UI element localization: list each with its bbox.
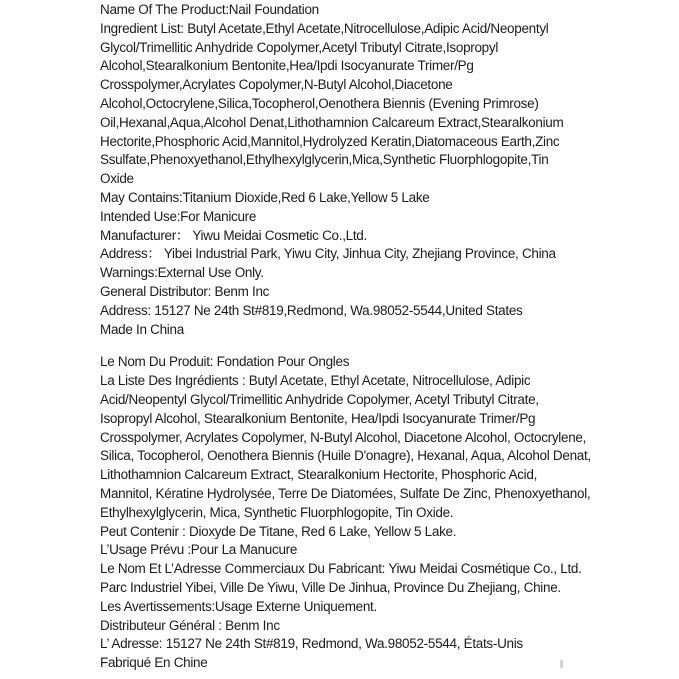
image-artifact-speck xyxy=(560,660,563,668)
manufacturer-address-line-fr: Parc Industriel Yibei, Ville De Yiwu, Ville De Jinhua, Province Du Zhejiang, Chine. xyxy=(100,579,561,595)
ingredient-list-line-fr: Acid/Neopentyl Glycol/Trimellitic Anhydride Copolymer, Acetyl Tributyl Citrate, xyxy=(100,391,539,407)
made-in-line: Made In China xyxy=(100,321,184,337)
product-name-line: Name Of The Product:Nail Foundation xyxy=(100,2,319,17)
made-in-line-fr: Fabriqué En Chine xyxy=(100,655,208,671)
french-label-section xyxy=(100,353,679,673)
ingredient-list-line-fr: Ethylhexylglycerin, Mica, Synthetic Fluorphlogopite, Tin Oxide. xyxy=(100,504,454,520)
ingredient-list-line: Oxide xyxy=(100,171,134,187)
ingredient-list-line: Crosspolymer,Acrylates Copolymer,N-Butyl Alcohol,Diacetone xyxy=(100,77,453,93)
distributor-line-fr: Distributeur Général : Benm Inc xyxy=(100,617,280,633)
manufacturer-line-fr: Le Nom Et L’Adresse Commerciaux Du Fabricant: Yiwu Meidai Cosmétique Co., Ltd. xyxy=(100,561,582,577)
may-contain-line-fr: Peut Contenir : Dioxyde De Titane, Red 6 Lake, Yellow 5 Lake. xyxy=(100,523,457,539)
ingredient-list-line-fr: Isopropyl Alcohol, Stearalkonium Bentonite, Hea/Ipdi Isocyanurate Trimer/Pg xyxy=(100,410,536,426)
manufacturer-address-line: Address： Yibei Industrial Park, Yiwu City, Jinhua City, Zhejiang Province, China xyxy=(100,246,556,262)
distributor-address-line: Address: 15127 Ne 24th St#819,Redmond, Wa.98052-5544,United States xyxy=(100,302,523,318)
ingredient-list-line-fr: Silica, Tocopherol, Oenothera Biennis (Huile D'onagre), Hexanal, Aqua, Alcohol Denat, xyxy=(100,448,591,464)
warnings-line-fr: Les Avertissements:Usage Externe Uniquement. xyxy=(100,598,377,614)
ingredient-list-line-fr: Crosspolymer, Acrylates Copolymer, N-Butyl Alcohol, Diacetone Alcohol, Octocrylene, xyxy=(100,429,587,445)
ingredient-list-line-fr: La Liste Des Ingrédients : Butyl Acetate, Ethyl Acetate, Nitrocellulose, Adipic xyxy=(100,373,531,389)
product-name-line-fr: Le Nom Du Produit: Fondation Pour Ongles xyxy=(100,354,350,370)
may-contains-line: May Contains:Titanium Dioxide,Red 6 Lake,Yellow 5 Lake xyxy=(100,189,430,205)
ingredient-list-line-fr: Mannitol, Kératine Hydrolysée, Terre De Diatomées, Sulfate De Zinc, Phenoxyethanol, xyxy=(100,485,591,501)
ingredient-list-line: Ssulfate,Phenoxyethanol,Ethylhexylglycerin,Mica,Synthetic Fluorphlogopite,Tin xyxy=(100,152,549,168)
manufacturer-line: Manufacturer： Yiwu Meidai Cosmetic Co.,Ltd. xyxy=(100,227,367,243)
ingredient-list-line: Oil,Hexanal,Aqua,Alcohol Denat,Lithothamnion Calcareum Extract,Stearalkonium xyxy=(100,114,564,130)
distributor-line: General Distributor: Benm Inc xyxy=(100,283,270,299)
english-label-section xyxy=(100,1,679,339)
ingredient-list-line: Alcohol,Octocrylene,Silica,Tocopherol,Oenothera Biennis (Evening Primrose) xyxy=(100,95,539,111)
ingredient-list-line: Alcohol,Stearalkonium Bentonite,Hea/Ipdi Isocyanurate Trimer/Pg xyxy=(100,58,474,74)
intended-use-line-fr: L’Usage Prévu :Pour La Manucure xyxy=(100,542,298,558)
distributor-address-line-fr: L’ Adresse: 15127 Ne 24th St#819, Redmond, Wa.98052-5544, États-Unis xyxy=(100,636,523,652)
warnings-line: Warnings:External Use Only. xyxy=(100,265,264,281)
ingredient-list-line: Glycol/Trimellitic Anhydride Copolymer,Acetyl Tributyl Citrate,Isopropyl xyxy=(100,39,499,55)
intended-use-line: Intended Use:For Manicure xyxy=(100,208,257,224)
ingredient-list-line: Ingredient List: Butyl Acetate,Ethyl Acetate,Nitrocellulose,Adipic Acid/Neopentyl xyxy=(100,20,549,36)
ingredient-list-line-fr: Lithothamnion Calcareum Extract, Stearalkonium Hectorite, Phosphoric Acid, xyxy=(100,467,538,483)
ingredient-list-line: Hectorite,Phosphoric Acid,Mannitol,Hydrolyzed Keratin,Diatomaceous Earth,Zinc xyxy=(100,133,560,149)
